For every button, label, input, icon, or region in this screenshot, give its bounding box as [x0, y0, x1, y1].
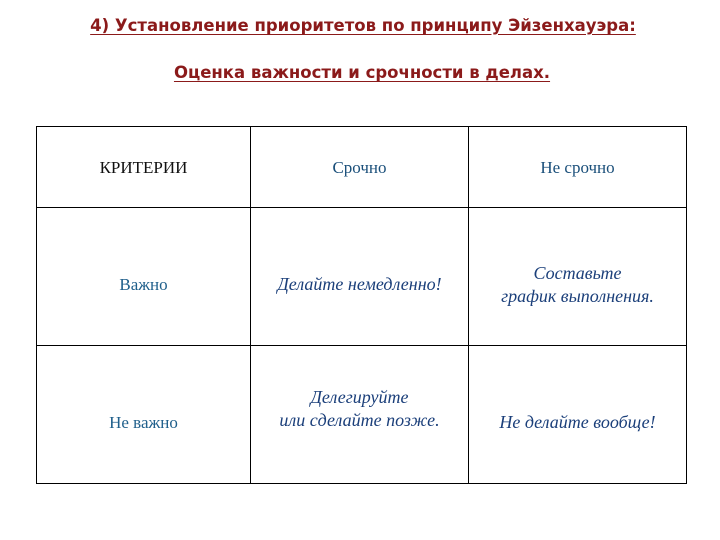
cell-important-not-urgent	[469, 208, 687, 346]
action-do-now: Делайте немедленно!	[277, 274, 442, 294]
table-row-not-important	[37, 346, 687, 484]
table-row-important	[37, 208, 687, 346]
slide-subtitle: Оценка важности и срочности в делах.	[173, 63, 551, 82]
header-urgent-label: Срочно	[332, 157, 387, 177]
header-cell-urgent	[251, 127, 469, 208]
action-schedule: Составьте график выполнения.	[501, 262, 654, 306]
row-label-not-important: Не важно	[109, 413, 178, 432]
row-label-important: Важно	[119, 275, 168, 294]
row-label-cell-important	[37, 208, 251, 346]
header-cell-not-urgent	[469, 127, 687, 208]
header-not-urgent-label: Не срочно	[540, 157, 615, 177]
cell-important-urgent	[251, 208, 469, 346]
action-dont-do: Не делайте вообще!	[499, 412, 656, 432]
cell-not-important-not-urgent	[469, 346, 687, 484]
slide-title: 4) Установление приоритетов по принципу Эйзенхауэра:	[90, 16, 636, 35]
header-cell-criteria	[37, 127, 251, 208]
header-criteria-label: КРИТЕРИИ	[99, 157, 188, 177]
table-header-row	[37, 127, 687, 208]
row-label-cell-not-important	[37, 346, 251, 484]
action-delegate: Делегируйте или сделайте позже.	[279, 386, 440, 430]
eisenhower-matrix-table	[36, 126, 687, 484]
cell-not-important-urgent	[251, 346, 469, 484]
